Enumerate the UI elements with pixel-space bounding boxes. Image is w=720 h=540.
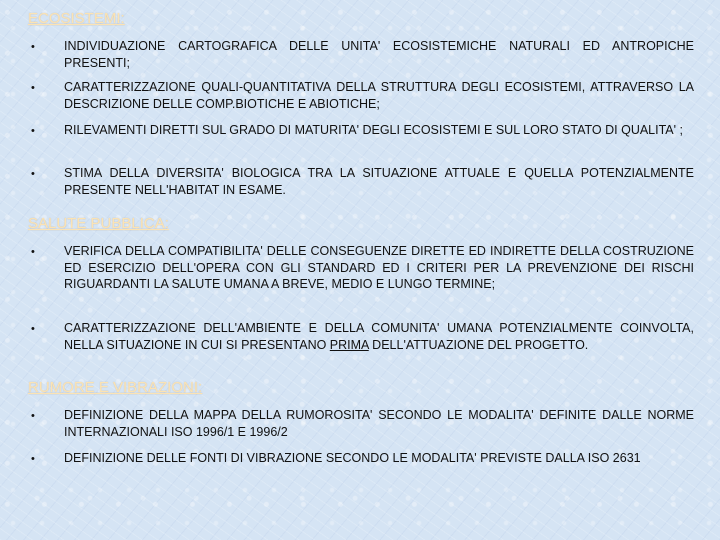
- list-item-text: CARATTERIZZAZIONE DELL'AMBIENTE E DELLA COMUNITA' UMANA POTENZIALMENTE COINVOLTA, NELLA SITUAZIONE IN CUI SI PRESENTANO: [64, 321, 694, 352]
- bullet-icon: •: [31, 82, 35, 94]
- bullet-icon: •: [31, 453, 35, 465]
- list-item: [64, 320, 694, 353]
- list-item: RILEVAMENTI DIRETTI SUL GRADO DI MATURITA' DEGLI ECOSISTEMI E SUL LORO STATO DI QUALITA' ;: [64, 123, 683, 137]
- list-item: VERIFICA DELLA COMPATIBILITA' DELLE CONSEGUENZE DIRETTE ED INDIRETTE DELLA COSTRUZIONE ED ESERCIZIO DELL'OPERA CON GLI STANDARD ED I CRITERI PER LA PREVENZIONE DEI RISCHI RIGUARDANTI LA SALUTE UMANA A BREVE, MEDIO E LUNGO TERMINE;: [64, 244, 694, 291]
- section-heading-salute-pubblica: SALUTE PUBBLICA:: [28, 215, 169, 232]
- list-item: INDIVIDUAZIONE CARTOGRAFICA DELLE UNITA' ECOSISTEMICHE NATURALI ED ANTROPICHE PRESENTI;: [64, 39, 694, 70]
- bullet-icon: •: [31, 41, 35, 53]
- list-item: DEFINIZIONE DELLE FONTI DI VIBRAZIONE SECONDO LE MODALITA' PREVISTE DALLA ISO 2631: [64, 451, 641, 465]
- bullet-icon: •: [31, 410, 35, 422]
- list-item: CARATTERIZZAZIONE QUALI-QUANTITATIVA DELLA STRUTTURA DEGLI ECOSISTEMI, ATTRAVERSO LA DESCRIZIONE DELLE COMP.BIOTICHE E ABIOTICHE;: [64, 80, 694, 111]
- list-item: STIMA DELLA DIVERSITA' BIOLOGICA TRA LA SITUAZIONE ATTUALE E QUELLA POTENZIALMENTE PRESENTE NELL'HABITAT IN ESAME.: [64, 166, 694, 197]
- list-item-text: DELL'ATTUAZIONE DEL PROGETTO.: [368, 337, 589, 352]
- bullet-icon: •: [31, 125, 35, 137]
- list-item: DEFINIZIONE DELLA MAPPA DELLA RUMOROSITA' SECONDO LE MODALITA' DEFINITE DALLE NORME INTERNAZIONALI ISO 1996/1 E 1996/2: [64, 408, 694, 439]
- bullet-icon: •: [31, 168, 35, 180]
- bullet-icon: •: [31, 323, 35, 335]
- bullet-icon: •: [31, 246, 35, 258]
- underlined-word: PRIMA: [329, 337, 369, 352]
- section-heading-rumore-vibrazioni: RUMORE E VIBRAZIONI:: [28, 379, 203, 396]
- section-heading-ecosistemi: ECOSISTEMI:: [28, 10, 125, 27]
